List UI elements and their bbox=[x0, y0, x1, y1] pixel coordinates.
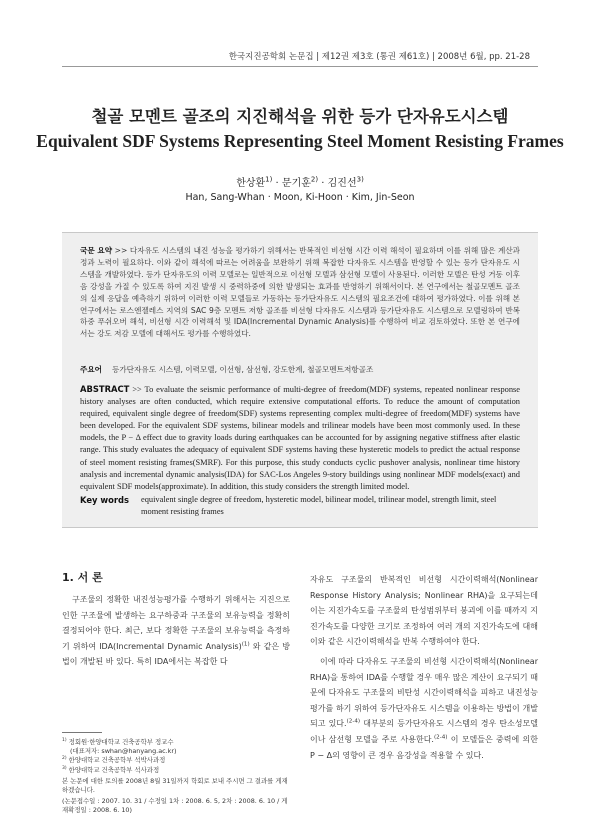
paragraph-text: 이에 따라 다자유도 구조물의 비선형 시간이력해석(Nonlinear RHA)을 통하여 IDA를 수행할 경우 매우 많은 계산이 요구되기 때문에 다자유도 구조물의 비탄성 시간이력해석을 피하고 내진성능평가를 하기 위하여 등가단자유도 시스템을 이용하는 방법이 개발되고 있다. bbox=[310, 656, 538, 729]
footnote-divider bbox=[62, 732, 102, 733]
keywords-english-text: equivalent single degree of freedom, hysteretic model, bilinear model, trilinear model, strength limit, steel moment resisting frames bbox=[141, 495, 497, 516]
author-1-mark: 1) bbox=[265, 175, 273, 184]
author-separator: · bbox=[272, 178, 282, 189]
paragraph bbox=[310, 572, 538, 650]
author-2: 문기훈 bbox=[281, 178, 311, 189]
author-3: 김진선 bbox=[327, 178, 357, 189]
author-3-mark: 3) bbox=[356, 175, 364, 184]
footnote-3 bbox=[62, 766, 290, 775]
paragraph-text: 대부분의 등가단자유도 시스템의 경우 탄소성모델이나 삼선형 모델을 주로 사용한다. bbox=[310, 719, 538, 744]
keywords-english-label: Key words bbox=[80, 495, 129, 505]
citation: (2-4) bbox=[433, 734, 448, 741]
keywords-korean-text: 등가단자유도 시스템, 이력모델, 이선형, 삼선형, 강도한계, 철골모멘트저항골조 bbox=[112, 365, 374, 374]
footnote-mark: 3) bbox=[62, 765, 67, 771]
title-english: Equivalent SDF Systems Representing Steel Moment Resisting Frames bbox=[36, 131, 564, 151]
paragraph bbox=[62, 592, 290, 670]
abstract-english-label: ABSTRACT bbox=[80, 384, 130, 394]
body-right-column bbox=[310, 572, 538, 763]
author-separator: · bbox=[318, 178, 328, 189]
citation: (2-4) bbox=[346, 718, 361, 725]
footnote-text: 한양대학교 건축공학부 석박사과정 bbox=[68, 756, 166, 765]
abstract-korean-text: >> 다자유도 시스템의 내진 성능을 평가하기 위해서는 반복적인 비선형 시간 이력 해석이 필요하며 이를 위해 많은 계산과정과 노력이 필요하다. 이와 같이 해석에 따르는 어려움을 보완하기 위해 복잡한 다자유도 시스템을 반영할 수 있는 등가 단자유도 시스템을 개발하였다. 등가 단자유도의 이력 모델로는 일반적으로 이선형 모델과 삼선형 모델이 사용된다. 이러한 모델은 탄성 거동 이후 음 강성을 가질 수 있도록 하여 지진 발생 시 중력하중에 의한 발생되는 효과를 반영하기 위해서이다. 본 연구에서는 철골모멘트 골조의 실제 응답을 예측하기 위하여 이러한 이력 모델들로 가동하는 등가단자유도 시스템의 필요조건에 대하여 평가하였다. 이를 위해 본 연구에서는 로스엔젤레스 지역의 SAC 9층 모멘트 저항 골조를 비선형 다자유도 시스템과 등가단자유도 시스템으로 모델링하여 반복하중 푸쉬오버 해석, 비선형 시간 이력해석 및 IDA(Incremental Dynamic Analysis)를 수행하여 비교 검토하였다. 또한 본 연구에서는 강도 저감 모델에 대해서도 평가를 수행하였다. bbox=[80, 246, 520, 339]
paragraph-text: 구조물의 정확한 내진성능평가를 수행하기 위해서는 지진으로 인한 구조물에 발생하는 요구하중과 구조물의 보유능력을 정확히 결정되어야 한다. 최근, 보다 정확한 구조물의 보유능력을 측정하기 위하여 IDA(Incremental Dynamic Analysis) bbox=[62, 595, 290, 651]
submission-dates: (논문접수일 : 2007. 10. 31 / 수정일 1차 : 2008. 6. 5, 2차 : 2008. 6. 10 / 게재확정일 : 2008. 6. 10) bbox=[62, 797, 288, 815]
footnote-text: 한양대학교 건축공학부 석사과정 bbox=[68, 765, 160, 774]
title-korean: 철골 모멘트 골조의 지진해석을 위한 등가 단자유도시스템 bbox=[91, 107, 509, 126]
footnote-1 bbox=[62, 738, 290, 747]
footnote-2 bbox=[62, 756, 290, 765]
abstract-korean bbox=[80, 245, 520, 340]
keywords-korean-label: 주요어 bbox=[80, 365, 103, 374]
keywords-korean bbox=[80, 364, 520, 375]
authors-korean bbox=[0, 174, 600, 189]
footnote-text: 정회원·한양대학교 건축공학부 정교수 bbox=[68, 738, 174, 746]
footnote-mark: 2) bbox=[62, 756, 67, 762]
abstract-english bbox=[80, 383, 520, 493]
discussion-note: 본 논문에 대한 토의를 2008년 8월 31일까지 학회로 보내 주시면 그 결과를 게재하겠습니다. bbox=[62, 776, 288, 795]
author-1: 한상환 bbox=[236, 178, 266, 189]
journal-header: 한국지진공학회 논문집 | 제12권 제3호 (통권 제61호) | 2008년 6월, pp. 21-28 bbox=[228, 52, 530, 62]
abstract-english-text: >> To evaluate the seismic performance of multi-degree of freedom(MDF) systems, repeated nonlinear response history analyses are often conducted, which require extensive computational efforts. To reduce the amount of computation required, equivalent single degree of freedom(SDF) systems representing complex multi-degree of freedom(MDF) systems have been developed. For the equivalent SDF systems, bilinear models and trilinear models have been most commonly used. In these models, the P − Δ effect due to gravity loads during earthquakes can be accounted for by assigning negative stiffness after elastic range. This study evaluates the adequacy of equivalent SDF systems having these hysteretic models to predict the actual response of steel moment resisting frames(SMRF). For this purpose, this study conducts cyclic pushover analysis, nonlinear time history analysis and incremental dynamic analysis(IDA) for SAC-Los Angeles 9-story buildings using nonlinear MDF models(exact) and equivalent SDF models(approximate). In addition, this study considers the strength limited model. bbox=[80, 385, 521, 491]
keywords-english bbox=[80, 494, 520, 518]
paragraph-text: 자유도 구조물의 반복적인 비선형 시간이력해석(Nonlinear Response History Analysis; Nonlinear RHA)을 요구되는데 이는 지진가속도를 구조물의 탄성범위부터 붕괴에 이를 때까지 지진가속도를 다양한 크기로 조정하여 여러 개의 지진가속도에 대해 이와 같은 시간이력해석을 반복 수행하여야 한다. bbox=[310, 575, 538, 647]
footnote-1-email: (대표저자: swhan@hanyang.ac.kr) bbox=[70, 747, 177, 756]
author-2-mark: 2) bbox=[310, 175, 319, 184]
section-heading: 1. 서 론 bbox=[62, 571, 103, 584]
header-divider bbox=[62, 66, 538, 67]
citation: (1) bbox=[241, 641, 250, 648]
paragraph-text: 이 모델들은 중력에 의한 P − Δ의 영향이 큰 경우 음강성을 적용할 수 있다. bbox=[310, 734, 538, 760]
paragraph bbox=[310, 654, 538, 763]
authors-english: Han, Sang-Whan · Moon, Ki-Hoon · Kim, Jin-Seon bbox=[185, 192, 415, 203]
paragraph-text: 와 같은 방법이 개발된 바 있다. 특히 IDA에서는 복잡한 다 bbox=[62, 641, 290, 667]
footnotes bbox=[62, 738, 290, 816]
body-left-column bbox=[62, 592, 290, 670]
abstract-korean-label: 국문 요약 bbox=[80, 246, 113, 255]
footnote-mark: 1) bbox=[62, 737, 67, 743]
